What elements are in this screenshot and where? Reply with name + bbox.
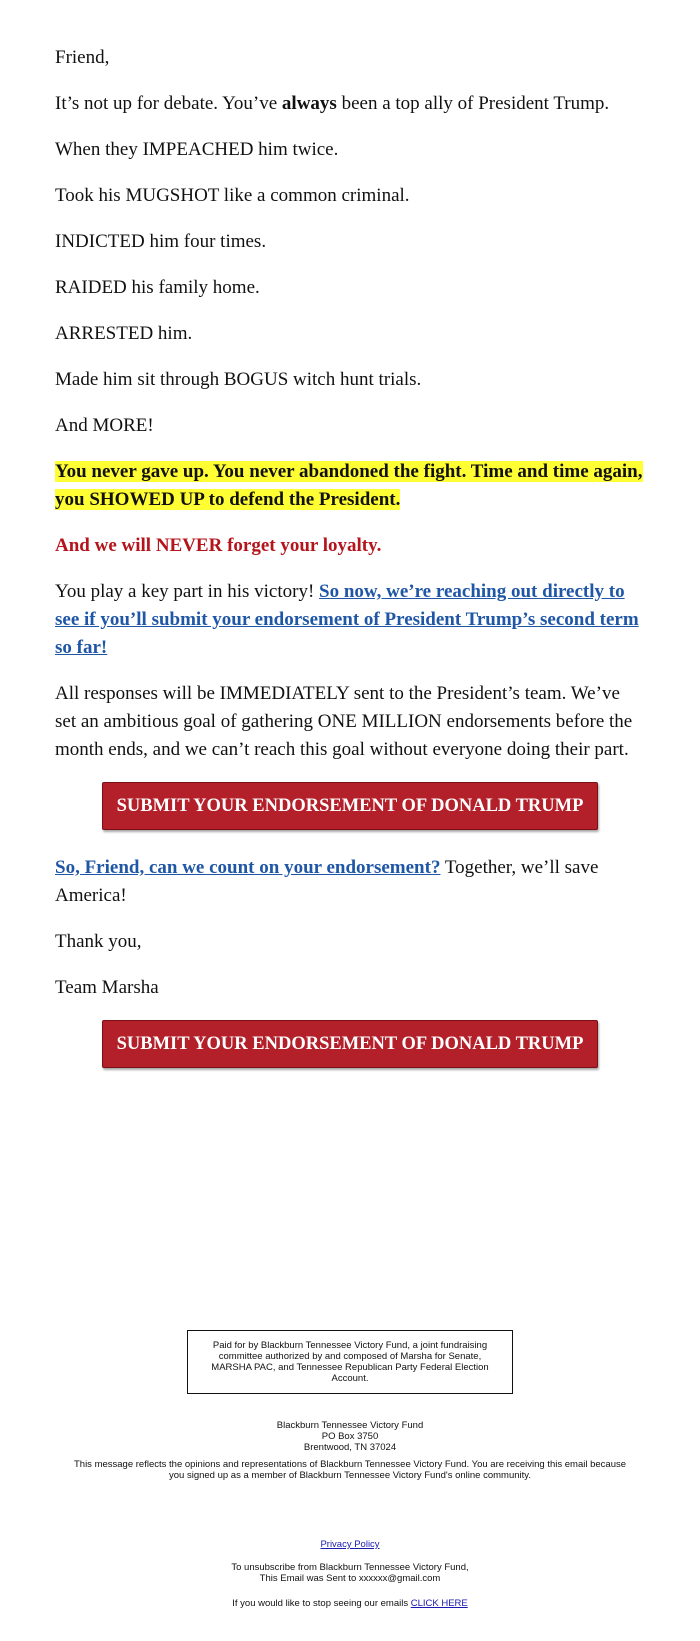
stop-emails-text: If you would like to stop seeing our emails	[232, 1598, 411, 1609]
disclaimer: This message reflects the opinions and representations of Blackburn Tennessee Victory Fund. You are receiving this email because you signed up as a member of Blackburn Tennessee Victory Fund's online community.	[73, 1459, 627, 1481]
city-state-zip: Brentwood, TN 37024	[303, 1442, 397, 1453]
mailing-address	[0, 1420, 700, 1453]
paragraph-ally-post: been a top ally of President Trump.	[336, 93, 610, 114]
po-box: PO Box 3750	[321, 1431, 379, 1442]
privacy-row	[0, 1539, 700, 1550]
paragraph-indicted: INDICTED him four times.	[55, 231, 267, 252]
paragraph-key-part	[55, 578, 645, 662]
unsubscribe-line: To unsubscribe from Blackburn Tennessee Victory Fund,	[231, 1562, 469, 1573]
paragraph-count-on-post: Together, we’ll save America!	[55, 857, 599, 906]
paid-for-box: Paid for by Blackburn Tennessee Victory Fund, a joint fundraising committee authorized by and composed of Marsha for Senate, MARSHA PAC, and Tennessee Republican Party Federal Election Account.	[187, 1330, 513, 1394]
unsubscribe-info	[0, 1562, 700, 1584]
paragraph-ally	[55, 90, 645, 118]
submit-endorsement-button[interactable]: SUBMIT YOUR ENDORSEMENT OF DONALD TRUMP	[102, 782, 599, 830]
highlighted-paragraph	[55, 458, 645, 514]
paragraph-mugshot: Took his MUGSHOT like a common criminal.	[55, 185, 410, 206]
signature: Team Marsha	[55, 977, 159, 998]
paragraph-more: And MORE!	[55, 415, 154, 436]
count-on-endorsement-link[interactable]: So, Friend, can we count on your endorsement?	[55, 857, 441, 878]
cta-container-bottom	[55, 1020, 645, 1068]
greeting: Friend,	[55, 47, 110, 68]
paragraph-ally-pre: It’s not up for debate. You’ve	[55, 93, 282, 114]
endorsement-link[interactable]: So now, we’re reaching out directly to see if you’ll submit your endorsement of President Trump’s second term so far!	[55, 581, 639, 658]
paragraph-ally-bold: always	[281, 93, 337, 114]
cta-container	[55, 782, 645, 830]
thanks-text: Thank you,	[55, 931, 142, 952]
paragraph-key-part-pre: You play a key part in his victory!	[55, 581, 320, 602]
email-footer	[0, 1330, 700, 1609]
org-name: Blackburn Tennessee Victory Fund	[276, 1420, 424, 1431]
paragraph-responses: All responses will be IMMEDIATELY sent to the President’s team. We’ve set an ambitious goal of gathering ONE MILLION endorsements before the month ends, and we can’t reach this goal without everyone doing their part.	[55, 683, 633, 760]
submit-endorsement-button-bottom[interactable]: SUBMIT YOUR ENDORSEMENT OF DONALD TRUMP	[102, 1020, 599, 1068]
paragraph-trials: Made him sit through BOGUS witch hunt trials.	[55, 369, 422, 390]
paragraph-impeached: When they IMPEACHED him twice.	[55, 139, 339, 160]
click-here-link[interactable]: CLICK HERE	[410, 1598, 468, 1609]
paragraph-count-on	[55, 854, 645, 910]
sent-to-line: This Email was Sent to xxxxxx@gmail.com	[259, 1573, 441, 1584]
paragraph-arrested: ARRESTED him.	[55, 323, 193, 344]
paragraph-raided: RAIDED his family home.	[55, 277, 260, 298]
email-body	[55, 0, 645, 1068]
privacy-policy-link[interactable]: Privacy Policy	[320, 1539, 380, 1550]
stop-emails-row	[0, 1598, 700, 1609]
loyalty-text: And we will NEVER forget your loyalty.	[55, 535, 382, 556]
highlighted-text: You never gave up. You never abandoned the fight. Time and time again, you SHOWED UP to defend the President.	[55, 461, 643, 510]
